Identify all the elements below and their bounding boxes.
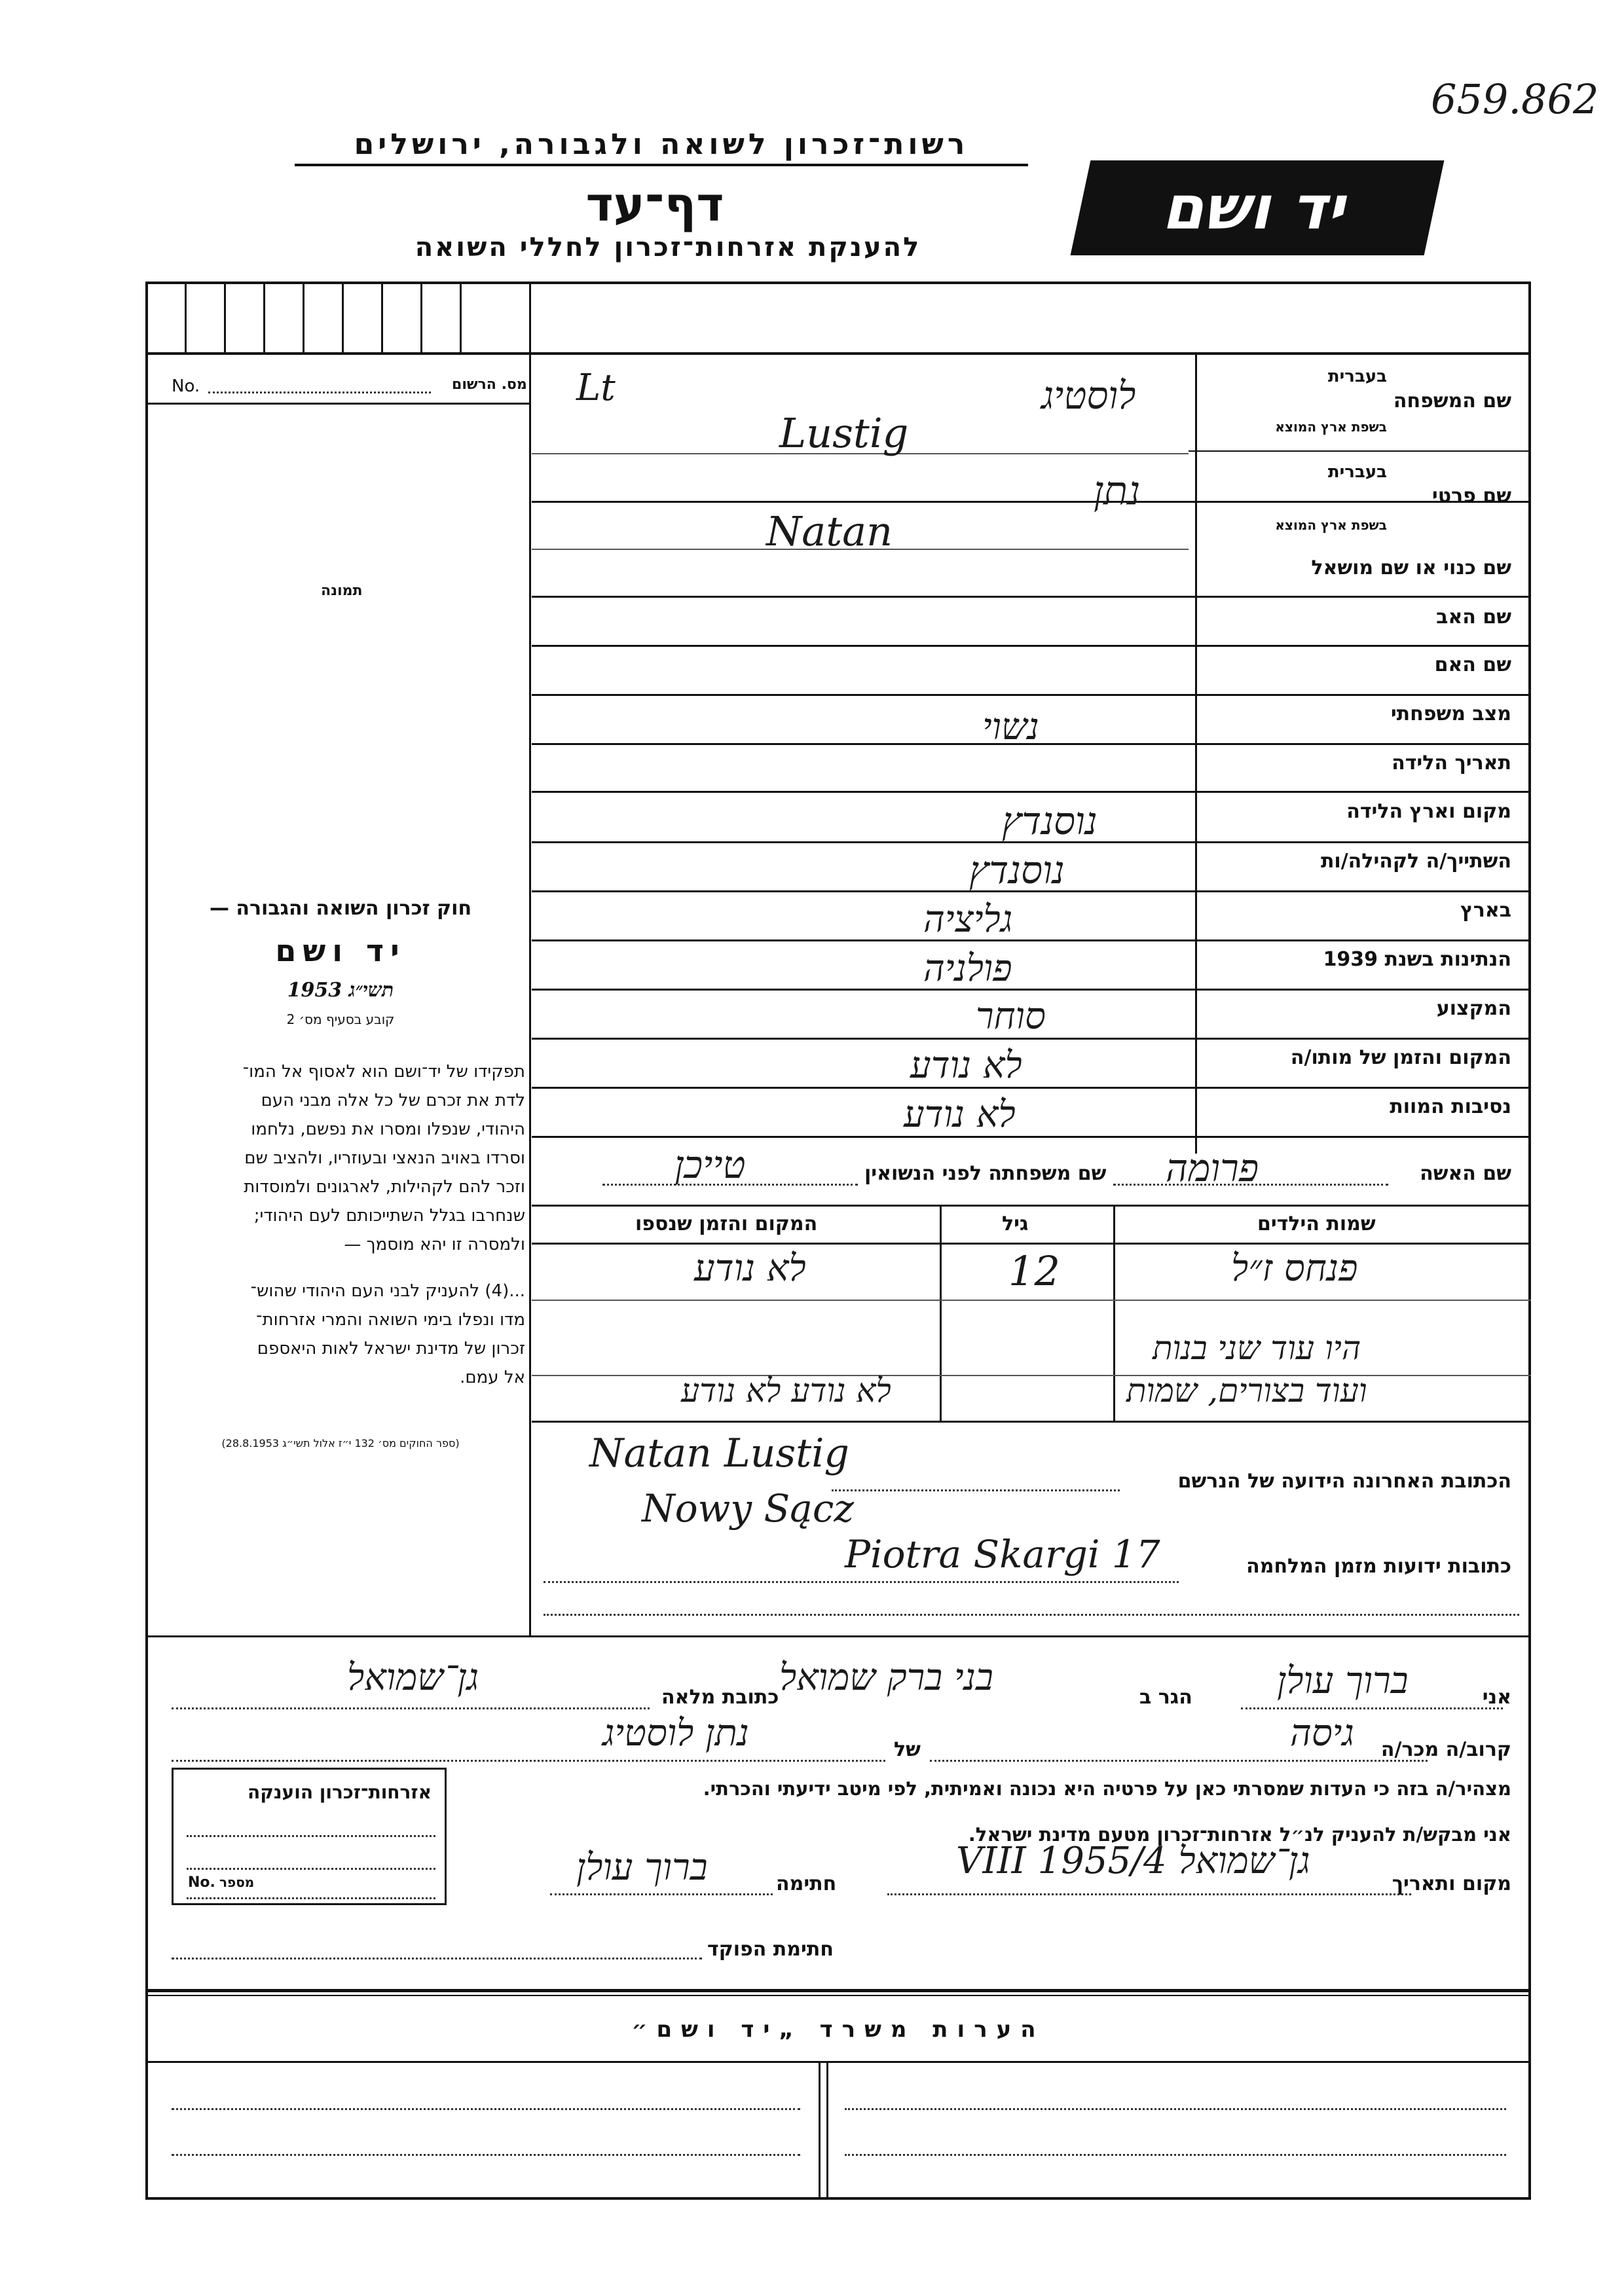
- surname-label: שם המשפחה: [1393, 390, 1511, 412]
- officer-signature-label: חתימת הפוקד: [707, 1938, 834, 1961]
- country-value: גליציה: [923, 898, 1013, 941]
- remarks-title: הערות משרד „יד ושם״: [631, 2016, 1045, 2043]
- full-address-label: כתובת מלאה: [661, 1686, 779, 1709]
- profession-label: המקצוע: [1436, 997, 1511, 1020]
- war-address-label: כתובות ידועות מזמן המלחמה: [1246, 1555, 1511, 1578]
- law-clause: קובע בסעיף מס׳ 2: [286, 1011, 395, 1027]
- reg-boxes: [145, 282, 529, 354]
- archive-number: 659.862: [1431, 75, 1599, 123]
- resident-value: בני ברק שמואל: [779, 1656, 993, 1699]
- relative-label: קרוב/ה מכר/ה: [1380, 1738, 1511, 1761]
- firstname-hebrew-sublabel: בעברית: [1327, 462, 1387, 482]
- yad-vashem-logo: יד ושם: [1071, 160, 1445, 255]
- law-reference: (ספר החוקים מס׳ 132 י״ז אלול תשי״ג 28.8.1953): [221, 1437, 460, 1449]
- child-name: ועוד בצורים, שמות: [1126, 1372, 1367, 1410]
- birthplace-label: מקום וארץ הלידה: [1346, 800, 1511, 823]
- child-age: 12: [1008, 1247, 1060, 1295]
- firstname-origin-sublabel: בשפת ארץ המוצא: [1275, 517, 1387, 533]
- country-label: בארץ: [1460, 899, 1511, 922]
- place-date-label: מקום ותאריך: [1392, 1872, 1511, 1895]
- child-name: היו עוד שני בנות: [1153, 1329, 1361, 1367]
- marital-label: מצב משפחתי: [1390, 702, 1511, 725]
- child-place-header: המקום והזמן שנספו: [635, 1212, 818, 1235]
- death-circumstances-value: לא נודע: [904, 1093, 1016, 1136]
- citizenship-value: פולניה: [923, 947, 1012, 990]
- of-value: נתן לוסטיג: [602, 1712, 749, 1755]
- no-label: No.: [172, 376, 200, 396]
- last-address-label: הכתובת האחרונה הידועה של הנרשם: [1177, 1470, 1511, 1493]
- surname-origin-sublabel: בשפת ארץ המוצא: [1275, 419, 1387, 435]
- of-label: של: [894, 1738, 921, 1761]
- marital-value: נשוי: [982, 706, 1039, 748]
- surname-hebrew-sublabel: בעברית: [1327, 367, 1387, 386]
- law-text: תפקידו של יד־ושם הוא לאסוף אל המו־ לדת את זכרם של כל אלה מבני העם היהודי, שנפלו ומסרו את נפשם, נלחמו וסרדו באויב הנאצי ובעוזריו, ולהציב שם וזכר להם לקהילות, לארגונים ולמוסדות שנחרבו בגלל השתייכותם לעם היהודי; ולמסרה זו יהא מוסמך —: [242, 1062, 525, 1254]
- nickname-label: שם כנוי או שם מושאל: [1311, 556, 1511, 579]
- surname-latin-value: Lustig: [779, 409, 909, 457]
- signature-label: חתימה: [776, 1872, 837, 1895]
- declarant-i-label: אני: [1482, 1686, 1511, 1709]
- child-place: לא נודע לא נודע: [681, 1372, 891, 1410]
- death-place-value: לא נודע: [910, 1044, 1022, 1087]
- child-name: פנחס ז״ל: [1231, 1247, 1358, 1290]
- page-subtitle: להענקת אזרחות־זכרון לחללי השואה: [415, 232, 921, 263]
- place-date-value: גן־שמואל 4/VIII 1955: [956, 1840, 1310, 1882]
- photo-label: תמונה: [321, 583, 363, 599]
- death-circumstances-label: נסיבות המוות: [1390, 1095, 1511, 1118]
- wife-label: שם האשה: [1420, 1162, 1511, 1185]
- citizenship-box-title: אזרחות־זכרון הוענקה: [248, 1781, 432, 1803]
- declarant-name-value: ברוך עולן: [1277, 1660, 1409, 1702]
- citizenship-no-label: No.: [188, 1874, 215, 1891]
- father-label: שם האב: [1436, 606, 1511, 629]
- firstname-label: שם פרטי: [1431, 484, 1511, 507]
- request-text: אני מבקש/ת להעניק לנ״ל אזרחות־זכרון מטעם מדינת ישראל.: [968, 1823, 1511, 1846]
- authority-line: רשות־זכרון לשואה ולגבורה, ירושלים: [295, 128, 1028, 166]
- birthdate-label: תאריך הלידה: [1392, 752, 1511, 774]
- surname-hebrew-value: לוסטיג: [1041, 373, 1136, 418]
- community-label: השתייך/ה לקהילה/ות: [1320, 850, 1511, 873]
- birthplace-value: נוסנדץ: [1002, 799, 1098, 843]
- community-value: נוסנדץ: [969, 848, 1065, 892]
- citizenship-number-label: מספר: [219, 1874, 255, 1890]
- mother-label: שם האם: [1434, 653, 1511, 676]
- child-place: לא נודע: [694, 1247, 806, 1290]
- law-name: יד ושם: [275, 933, 406, 968]
- law-title: חוק זכרון השואה והגבורה —: [209, 897, 472, 920]
- full-address-value: גן־שמואל: [347, 1656, 479, 1699]
- law-text-2: ...(4) להעניק לבני העם היהודי שהוש־ מדו ונפלו בימי השואה והמרי אזרחות־ זכרון של מדינת ישראל לאות היאספם אל עמם.: [250, 1281, 525, 1387]
- address-line-1: Natan Lustig: [589, 1430, 849, 1476]
- firstname-latin-value: Natan: [766, 507, 893, 555]
- children-header: שמות הילדים: [1257, 1212, 1376, 1235]
- signature-value: ברוך עולן: [576, 1846, 708, 1889]
- citizenship-box: [172, 1768, 447, 1905]
- wife-value: פרומה: [1166, 1146, 1259, 1190]
- profession-value: סוחר: [976, 995, 1046, 1038]
- citizenship-label: הנתינות בשנת 1939: [1323, 948, 1511, 971]
- relative-value: גיסה: [1290, 1712, 1354, 1755]
- resident-label: הגר ב: [1139, 1686, 1192, 1709]
- maiden-name-value: טייכן: [674, 1142, 746, 1187]
- law-year: תשי״ג 1953: [287, 979, 394, 1002]
- age-header: גיל: [1002, 1212, 1029, 1235]
- reg-no-label: מס. הרשום: [452, 376, 527, 393]
- firstname-hebrew-value: נתן: [1094, 468, 1141, 514]
- declaration-text: מצהיר/ה בזה כי העדות שמסרתי כאן על פרטיה היא נכונה ואמיתית, לפי מיטב ידיעתי והכרתי.: [703, 1777, 1511, 1800]
- maiden-name-label: שם משפחתה לפני הנשואין: [864, 1162, 1107, 1185]
- surname-prefix-value: Lt: [576, 367, 616, 409]
- death-place-label: המקום והזמן של מותו/ה: [1290, 1046, 1511, 1069]
- page-title: דף־עד: [585, 177, 724, 232]
- war-address-value: Piotra Skargi 17: [845, 1532, 1160, 1576]
- address-line-2: Nowy Sącz: [642, 1486, 854, 1531]
